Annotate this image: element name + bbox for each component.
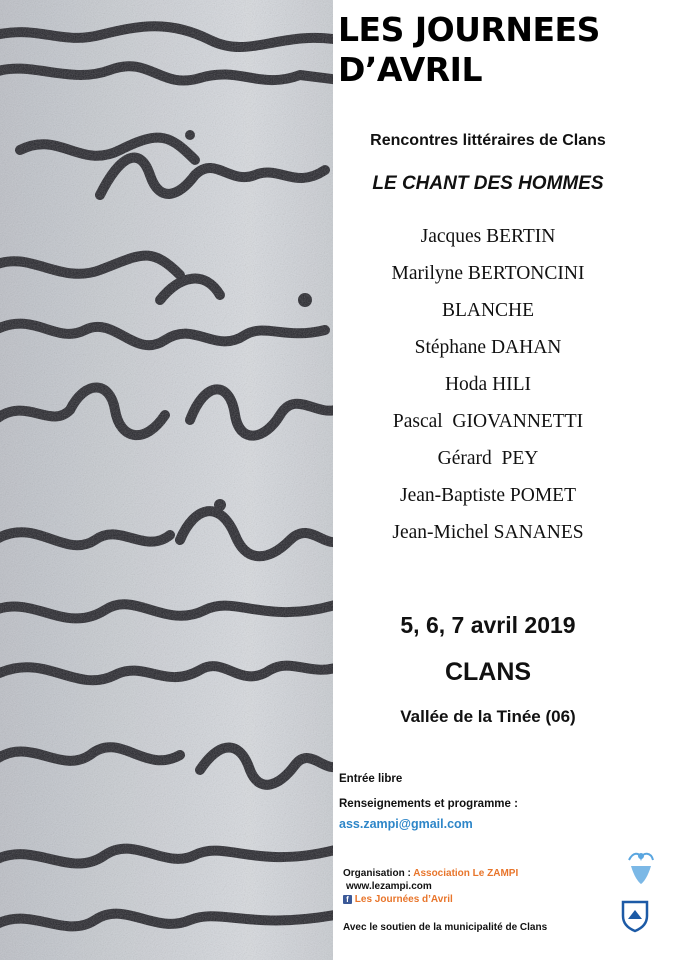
- author-name: Stéphane DAHAN: [414, 337, 562, 358]
- contact-email-link[interactable]: ass.zampi@gmail.com: [339, 817, 473, 831]
- zampi-logo-icon: [623, 848, 659, 888]
- event-dates: 5, 6, 7 avril 2019: [400, 612, 576, 638]
- author-name: Jean-Baptiste POMET: [399, 485, 576, 506]
- entry-info: Entrée libre: [339, 773, 403, 785]
- organisation-block: [343, 867, 518, 906]
- subtitle: Rencontres littéraires de Clans: [370, 132, 606, 149]
- handwriting-photo: [0, 0, 333, 960]
- handwriting-strokes: [0, 0, 333, 960]
- author-name: Pascal GIOVANNETTI: [392, 411, 584, 432]
- organisation-label: Organisation :: [343, 868, 411, 879]
- author-name: Gérard PEY: [437, 448, 539, 469]
- author-list: [333, 222, 643, 555]
- website-link[interactable]: www.lezampi.com: [346, 881, 432, 892]
- author-name: Hoda HILI: [444, 374, 532, 395]
- title-line-1: LES JOURNEES: [338, 10, 600, 49]
- event-city: CLANS: [444, 658, 532, 686]
- organisation-name: Association Le ZAMPI: [413, 868, 519, 879]
- theme-title: LE CHANT DES HOMMES: [372, 173, 604, 194]
- author-name: Marilyne BERTONCINI: [391, 263, 585, 284]
- info-label: Renseignements et programme :: [339, 798, 518, 810]
- poster-title: [338, 10, 600, 90]
- support-credit: Avec le soutien de la municipalité de Clans: [343, 922, 548, 933]
- author-name: Jean-Michel SANANES: [392, 522, 584, 543]
- poster-text-column: [333, 0, 679, 960]
- title-line-2: D’AVRIL: [338, 50, 482, 89]
- facebook-link[interactable]: Les Journées d’Avril: [354, 894, 453, 905]
- facebook-icon: f: [343, 895, 352, 904]
- clans-coat-of-arms-icon: [620, 899, 650, 933]
- author-name: Jacques BERTIN: [420, 226, 556, 247]
- event-valley: Vallée de la Tinée (06): [400, 707, 576, 726]
- author-name: BLANCHE: [441, 300, 535, 321]
